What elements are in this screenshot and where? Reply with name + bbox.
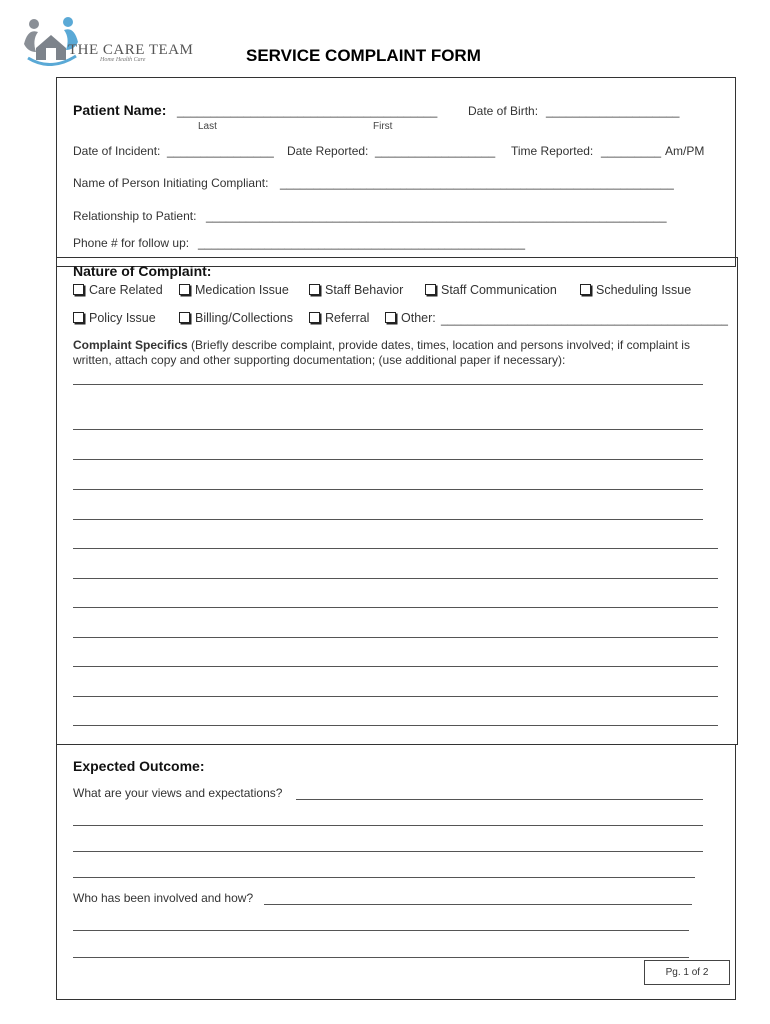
complaint-section — [56, 257, 738, 745]
writing-line[interactable] — [73, 851, 703, 852]
initiator-field[interactable]: ___________________________________________________________ — [280, 176, 674, 190]
date-reported-field[interactable]: __________________ — [375, 144, 496, 158]
writing-line[interactable] — [73, 957, 689, 958]
writing-line[interactable] — [73, 489, 703, 490]
views-field[interactable] — [296, 799, 703, 800]
writing-line[interactable] — [73, 384, 703, 385]
checkbox-icon — [179, 284, 190, 295]
logo-name: THE CARE TEAM — [68, 42, 194, 58]
writing-line[interactable] — [73, 725, 718, 726]
writing-line[interactable] — [73, 877, 695, 878]
relationship-field[interactable]: _____________________________________________________________________ — [206, 209, 667, 223]
option-scheduling-issue[interactable]: Scheduling Issue — [580, 283, 691, 297]
writing-line[interactable] — [73, 578, 718, 579]
writing-line[interactable] — [73, 519, 703, 520]
page-number-badge: Pg. 1 of 2 — [644, 960, 730, 985]
phone-field[interactable]: _________________________________________________ — [198, 236, 526, 250]
option-billing-collections[interactable]: Billing/Collections — [179, 311, 293, 325]
time-reported-label: Time Reported: — [511, 144, 594, 158]
writing-line[interactable] — [73, 930, 689, 931]
writing-line[interactable] — [73, 459, 703, 460]
first-name-caption: First — [373, 121, 393, 132]
option-staff-behavior[interactable]: Staff Behavior — [309, 283, 403, 297]
complaint-specifics-instructions: Complaint Specifics (Briefly describe complaint, provide dates, times, location and persons involved; if complaint is written, attach copy and other supporting documentation; (use additional paper if necessary): — [73, 338, 690, 367]
ampm-label: Am/PM — [665, 144, 705, 158]
checkbox-icon — [73, 284, 84, 295]
checkbox-icon — [580, 284, 591, 295]
involved-label: Who has been involved and how? — [73, 891, 254, 905]
option-other[interactable]: Other: — [385, 311, 436, 325]
writing-line[interactable] — [73, 429, 703, 430]
checkbox-icon — [309, 312, 320, 323]
date-incident-field[interactable]: ________________ — [167, 144, 274, 158]
checkbox-icon — [179, 312, 190, 323]
nature-of-complaint-heading: Nature of Complaint: — [73, 263, 212, 279]
logo-tagline: Home Health Care — [100, 57, 146, 63]
initiator-label: Name of Person Initiating Compliant: — [73, 176, 269, 190]
expected-outcome-section — [56, 744, 736, 1000]
phone-label: Phone # for follow up: — [73, 236, 190, 250]
option-care-related[interactable]: Care Related — [73, 283, 163, 297]
relationship-label: Relationship to Patient: — [73, 209, 197, 223]
option-policy-issue[interactable]: Policy Issue — [73, 311, 156, 325]
writing-line[interactable] — [73, 637, 718, 638]
option-staff-communication[interactable]: Staff Communication — [425, 283, 557, 297]
writing-line[interactable] — [73, 607, 718, 608]
checkbox-icon — [425, 284, 436, 295]
writing-line[interactable] — [73, 666, 718, 667]
last-name-caption: Last — [198, 121, 217, 132]
option-referral[interactable]: Referral — [309, 311, 369, 325]
other-field[interactable]: ___________________________________________ — [441, 312, 728, 326]
page-title: SERVICE COMPLAINT FORM — [246, 46, 481, 65]
dob-label: Date of Birth: — [468, 104, 539, 118]
checkbox-icon — [309, 284, 320, 295]
writing-line[interactable] — [73, 548, 718, 549]
involved-field[interactable] — [264, 904, 692, 905]
patient-name-label: Patient Name: — [73, 102, 167, 118]
checkbox-icon — [73, 312, 84, 323]
expected-outcome-heading: Expected Outcome: — [73, 758, 205, 774]
date-reported-label: Date Reported: — [287, 144, 369, 158]
checkbox-icon — [385, 312, 396, 323]
dob-field[interactable]: ____________________ — [546, 104, 680, 118]
option-medication-issue[interactable]: Medication Issue — [179, 283, 289, 297]
date-incident-label: Date of Incident: — [73, 144, 161, 158]
patient-name-field[interactable]: _______________________________________ — [177, 104, 438, 118]
views-label: What are your views and expectations? — [73, 786, 283, 800]
time-reported-field[interactable]: _________ — [601, 144, 662, 158]
writing-line[interactable] — [73, 696, 718, 697]
writing-line[interactable] — [73, 825, 703, 826]
